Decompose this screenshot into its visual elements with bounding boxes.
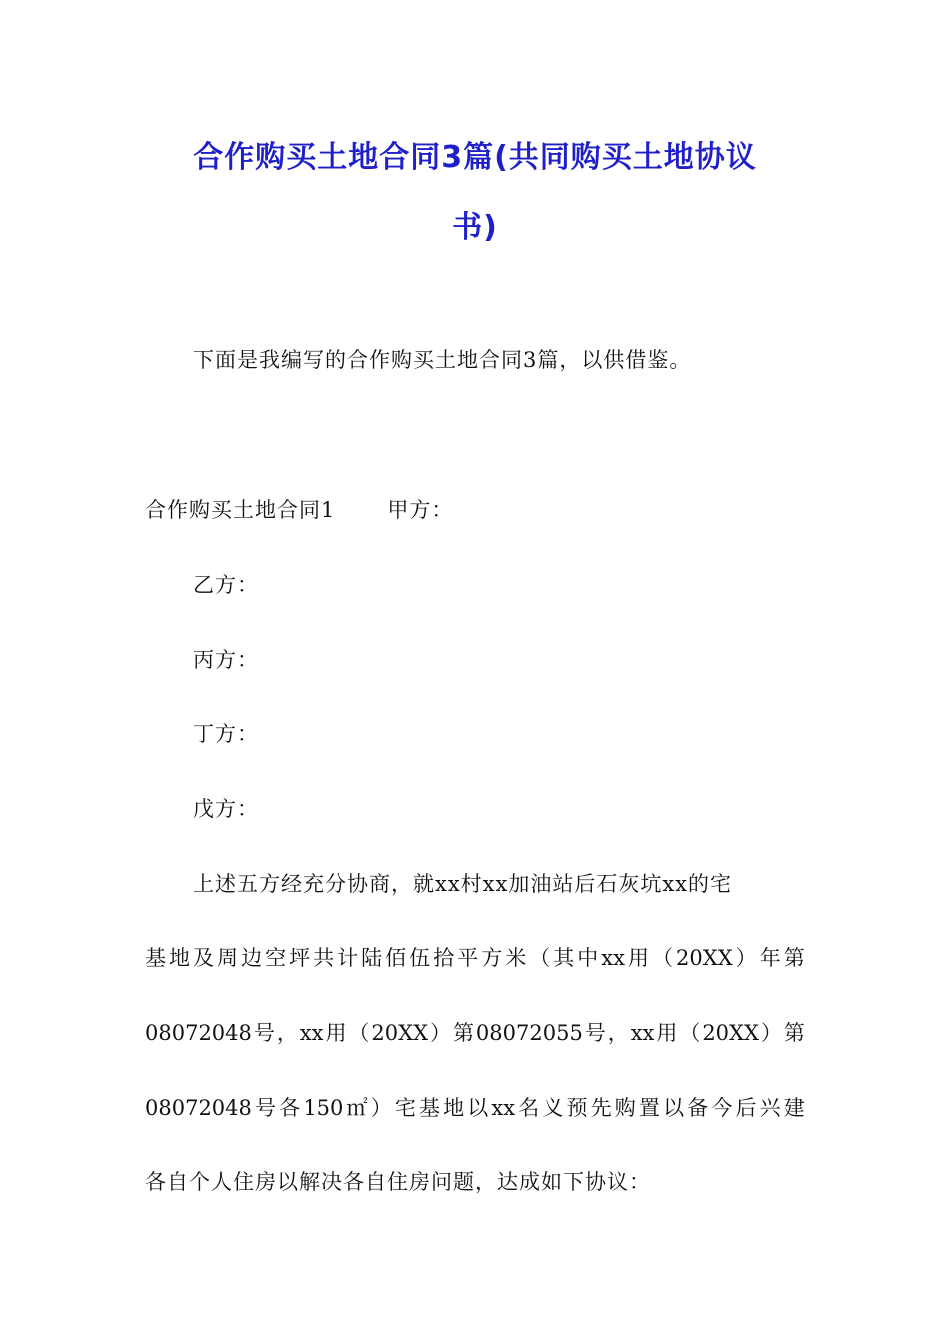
- text-run: 20XX: [702, 1021, 759, 1045]
- text-run: ）: [429, 1021, 451, 1045]
- text-run: 坪: [289, 946, 311, 970]
- text-run: 第: [783, 1021, 805, 1045]
- party-a-label: 甲方：: [387, 498, 454, 522]
- text-run: 各: [279, 1096, 301, 1120]
- text-run: 伍: [409, 946, 431, 970]
- text-run: xx: [601, 946, 625, 970]
- text-run: 基: [418, 1096, 440, 1120]
- text-run: xx: [491, 1096, 516, 1120]
- text-run: 08072048: [145, 1021, 252, 1045]
- party-b-label: 乙方：: [193, 573, 259, 597]
- text-run: ）: [760, 1021, 782, 1045]
- text-run: 预: [566, 1096, 588, 1120]
- text-run: （: [348, 1021, 370, 1045]
- text-run: 号: [253, 1021, 275, 1045]
- text-run: 边: [241, 946, 263, 970]
- paragraph-line: 上述五方经充分协商，就xx村xx加油站后石灰坑xx的宅: [193, 872, 733, 896]
- text-run: 150: [303, 1096, 344, 1120]
- document-title-line2: 书): [452, 210, 498, 245]
- paragraph-line: [145, 1093, 805, 1123]
- section-heading-row: [145, 495, 453, 525]
- text-run: 佰: [385, 946, 407, 970]
- text-run: 及: [193, 946, 215, 970]
- text-run: 购: [614, 1096, 636, 1120]
- intro-paragraph: 下面是我编写的合作购买土地合同3篇，以供借鉴。: [193, 348, 692, 372]
- text-run: 中: [577, 946, 599, 970]
- text-run: 年: [759, 946, 781, 970]
- text-run: xx: [299, 1021, 324, 1045]
- text-run: 以: [467, 1096, 489, 1120]
- text-run: 用: [628, 946, 649, 970]
- text-run: 基: [145, 946, 166, 970]
- paragraph-line: 各自个人住房以解决各自住房问题，达成如下协议：: [145, 1170, 651, 1194]
- party-c-label: 丙方：: [193, 648, 259, 672]
- text-run: ）: [370, 1096, 392, 1120]
- paragraph-line: [145, 943, 805, 973]
- text-run: 08072048: [145, 1096, 252, 1120]
- party-e-label: 戊方：: [193, 797, 259, 821]
- text-run: 以: [663, 1096, 685, 1120]
- text-run: 其: [553, 946, 575, 970]
- text-run: 20XX: [371, 1021, 429, 1045]
- party-d-label: 丁方：: [193, 722, 259, 746]
- text-run: 用: [656, 1021, 678, 1045]
- text-run: 拾: [433, 946, 455, 970]
- text-run: 20XX: [676, 946, 733, 970]
- text-run: 计: [337, 946, 359, 970]
- text-run: 先: [590, 1096, 612, 1120]
- text-run: 第: [452, 1021, 474, 1045]
- text-run: 置: [638, 1096, 660, 1120]
- text-run: （: [529, 946, 551, 970]
- text-run: ）: [735, 946, 757, 970]
- text-run: 用: [325, 1021, 347, 1045]
- text-run: 方: [481, 946, 503, 970]
- text-run: 08072055: [475, 1021, 583, 1045]
- text-run: 平: [457, 946, 479, 970]
- text-run: 周: [217, 946, 239, 970]
- text-run: （: [679, 1021, 701, 1045]
- text-run: 后: [735, 1096, 757, 1120]
- text-run: 号: [584, 1021, 606, 1045]
- text-run: 共: [313, 946, 335, 970]
- paragraph-line: [145, 1018, 805, 1048]
- text-run: 建: [783, 1096, 805, 1120]
- text-run: 备: [687, 1096, 709, 1120]
- text-run: 宅: [394, 1096, 416, 1120]
- text-run: 义: [542, 1096, 564, 1120]
- text-run: 米: [505, 946, 527, 970]
- text-run: 兴: [759, 1096, 781, 1120]
- text-run: 空: [265, 946, 287, 970]
- section-heading: 合作购买土地合同1: [145, 498, 336, 522]
- text-run: 第: [783, 946, 805, 970]
- text-run: 陆: [361, 946, 383, 970]
- text-run: ㎡: [346, 1096, 368, 1120]
- text-run: 号: [255, 1096, 277, 1120]
- text-run: 地: [443, 1096, 465, 1120]
- text-run: 今: [711, 1096, 733, 1120]
- document-title-line1: 合作购买土地合同3篇(共同购买土地协议: [193, 140, 757, 175]
- text-run: （: [652, 946, 674, 970]
- text-run: xx: [630, 1021, 655, 1045]
- text-run: ，: [276, 1021, 298, 1045]
- text-run: 地: [169, 946, 191, 970]
- text-run: 名: [518, 1096, 540, 1120]
- text-run: ，: [607, 1021, 629, 1045]
